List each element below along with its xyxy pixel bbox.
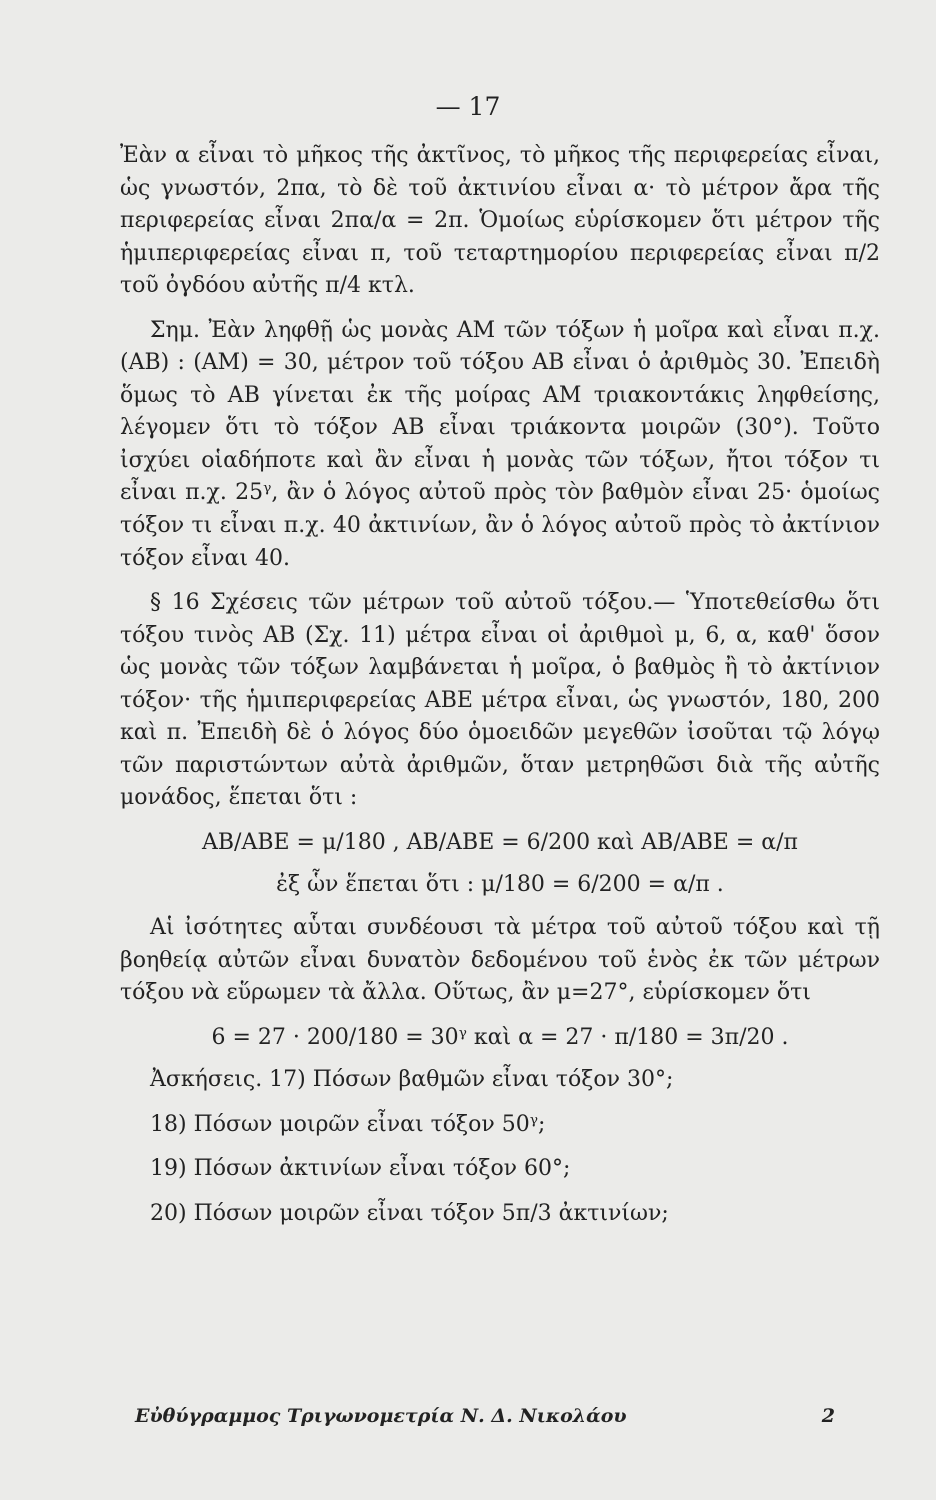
ratio-consequence: ἐξ ὧν ἕπεται ὅτι : μ/180 = 6/200 = α/π . bbox=[276, 872, 724, 898]
exercise-20: 20) Πόσων μοιρῶν εἶναι τόξον 5π/3 ἀκτινίων; bbox=[150, 1200, 669, 1226]
ratio-equation: ΑΒ/ΑΒΕ = μ/180 , ΑΒ/ΑΒΕ = 6/200 καὶ ΑΒ/ΑΒΕ = α/π bbox=[201, 829, 799, 855]
exercise-19: 19) Πόσων ἀκτινίων εἶναι τόξον 60°; bbox=[150, 1156, 571, 1182]
footer-title: Εὐθύγραμμος Τριγωνομετρία Ν. Δ. Νικολάου bbox=[135, 1405, 627, 1427]
section-16-paragraph: § 16 Σχέσεις τῶν μέτρων τοῦ αὐτοῦ τόξου.— Ὑποτεθείσθω ὅτι τόξου τινὸς ΑΒ (Σχ. 11) μέτρα εἶναι οἱ ἀριθμοὶ μ, 6, α, καθ' ὅσον ὡς μονὰς τῶν τόξων λαμβάνεται ἡ μοῖρα, ὁ βαθμὸς ἢ τὸ ἀκτίνιον τόξον· τῆς ἡμιπεριφερείας ΑΒΕ μέτρα εἶναι, ὡς γνωστόν, 180, 200 καὶ π. Ἐπειδὴ δὲ ὁ λόγος δύο ὁμοειδῶν μεγεθῶν ἰσοῦται τῷ λόγῳ τῶν παριστώντων αὐτὰ ἀριθμῶν, ὅταν μετρηθῶσι διὰ τῆς αὐτῆς μονάδος, ἕπεται ὅτι : bbox=[120, 590, 880, 811]
footer-signature: 2 bbox=[821, 1405, 835, 1427]
exercise-18: 18) Πόσων μοιρῶν εἶναι τόξον 50ᵞ; bbox=[150, 1111, 546, 1137]
example-computation: 6 = 27 · 200/180 = 30ᵞ καὶ α = 27 · π/180 = 3π/20 . bbox=[211, 1024, 789, 1050]
main-text bbox=[120, 140, 880, 1242]
page-footer bbox=[135, 1405, 835, 1427]
paragraph-1: Ἐὰν α εἶναι τὸ μῆκος τῆς ἀκτῖνος, τὸ μῆκος τῆς περιφερείας εἶναι, ὡς γνωστόν, 2πα, τὸ δὲ τοῦ ἀκτινίου εἶναι α· τὸ μέτρον ἄρα τῆς περιφερείας εἶναι 2πα/α = 2π. Ὁμοίως εὑρίσκομεν ὅτι μέτρον τῆς ἡμιπεριφερείας εἶναι π, τοῦ τεταρτημορίου περιφερείας εἶναι π/2 τοῦ ὀγδόου αὐτῆς π/4 κτλ. bbox=[120, 143, 880, 299]
equalities-paragraph: Αἱ ἰσότητες αὗται συνδέουσι τὰ μέτρα τοῦ αὐτοῦ τόξου καὶ τῇ βοηθείᾳ αὐτῶν εἶναι δυνατὸν δεδομένου τοῦ ἑνὸς ἐκ τῶν μέτρων τόξου νὰ εὕρωμεν τὰ ἄλλα. Οὕτως, ἂν μ=27°, εὑρίσκομεν ὅτι bbox=[120, 915, 880, 1006]
page-number: — 17 bbox=[435, 92, 501, 121]
note-paragraph: Σημ. Ἐὰν ληφθῇ ὡς μονὰς ΑΜ τῶν τόξων ἡ μοῖρα καὶ εἶναι π.χ. (ΑΒ) : (ΑΜ) = 30, μέτρον τοῦ τόξου ΑΒ εἶναι ὁ ἀριθμὸς 30. Ἐπειδὴ ὅμως τὸ ΑΒ γίνεται ἐκ τῆς μοίρας ΑΜ τριακοντάκις ληφθείσης, λέγομεν ὅτι τὸ τόξον ΑΒ εἶναι τριάκοντα μοιρῶν (30°). Τοῦτο ἰσχύει οἱαδήποτε καὶ ἂν εἶναι ἡ μονὰς τῶν τόξων, ἤτοι τόξον τι εἶναι π.χ. 25ᵞ, ἂν ὁ λόγος αὐτοῦ πρὸς τὸν βαθμὸν εἶναι 25· ὁμοίως τόξον τι εἶναι π.χ. 40 ἀκτινίων, ἂν ὁ λόγος αὐτοῦ πρὸς τὸ ἀκτίνιον τόξον εἶναι 40. bbox=[120, 317, 880, 571]
exercise-17: Ἀσκήσεις. 17) Πόσων βαθμῶν εἶναι τόξον 30°; bbox=[150, 1067, 674, 1093]
